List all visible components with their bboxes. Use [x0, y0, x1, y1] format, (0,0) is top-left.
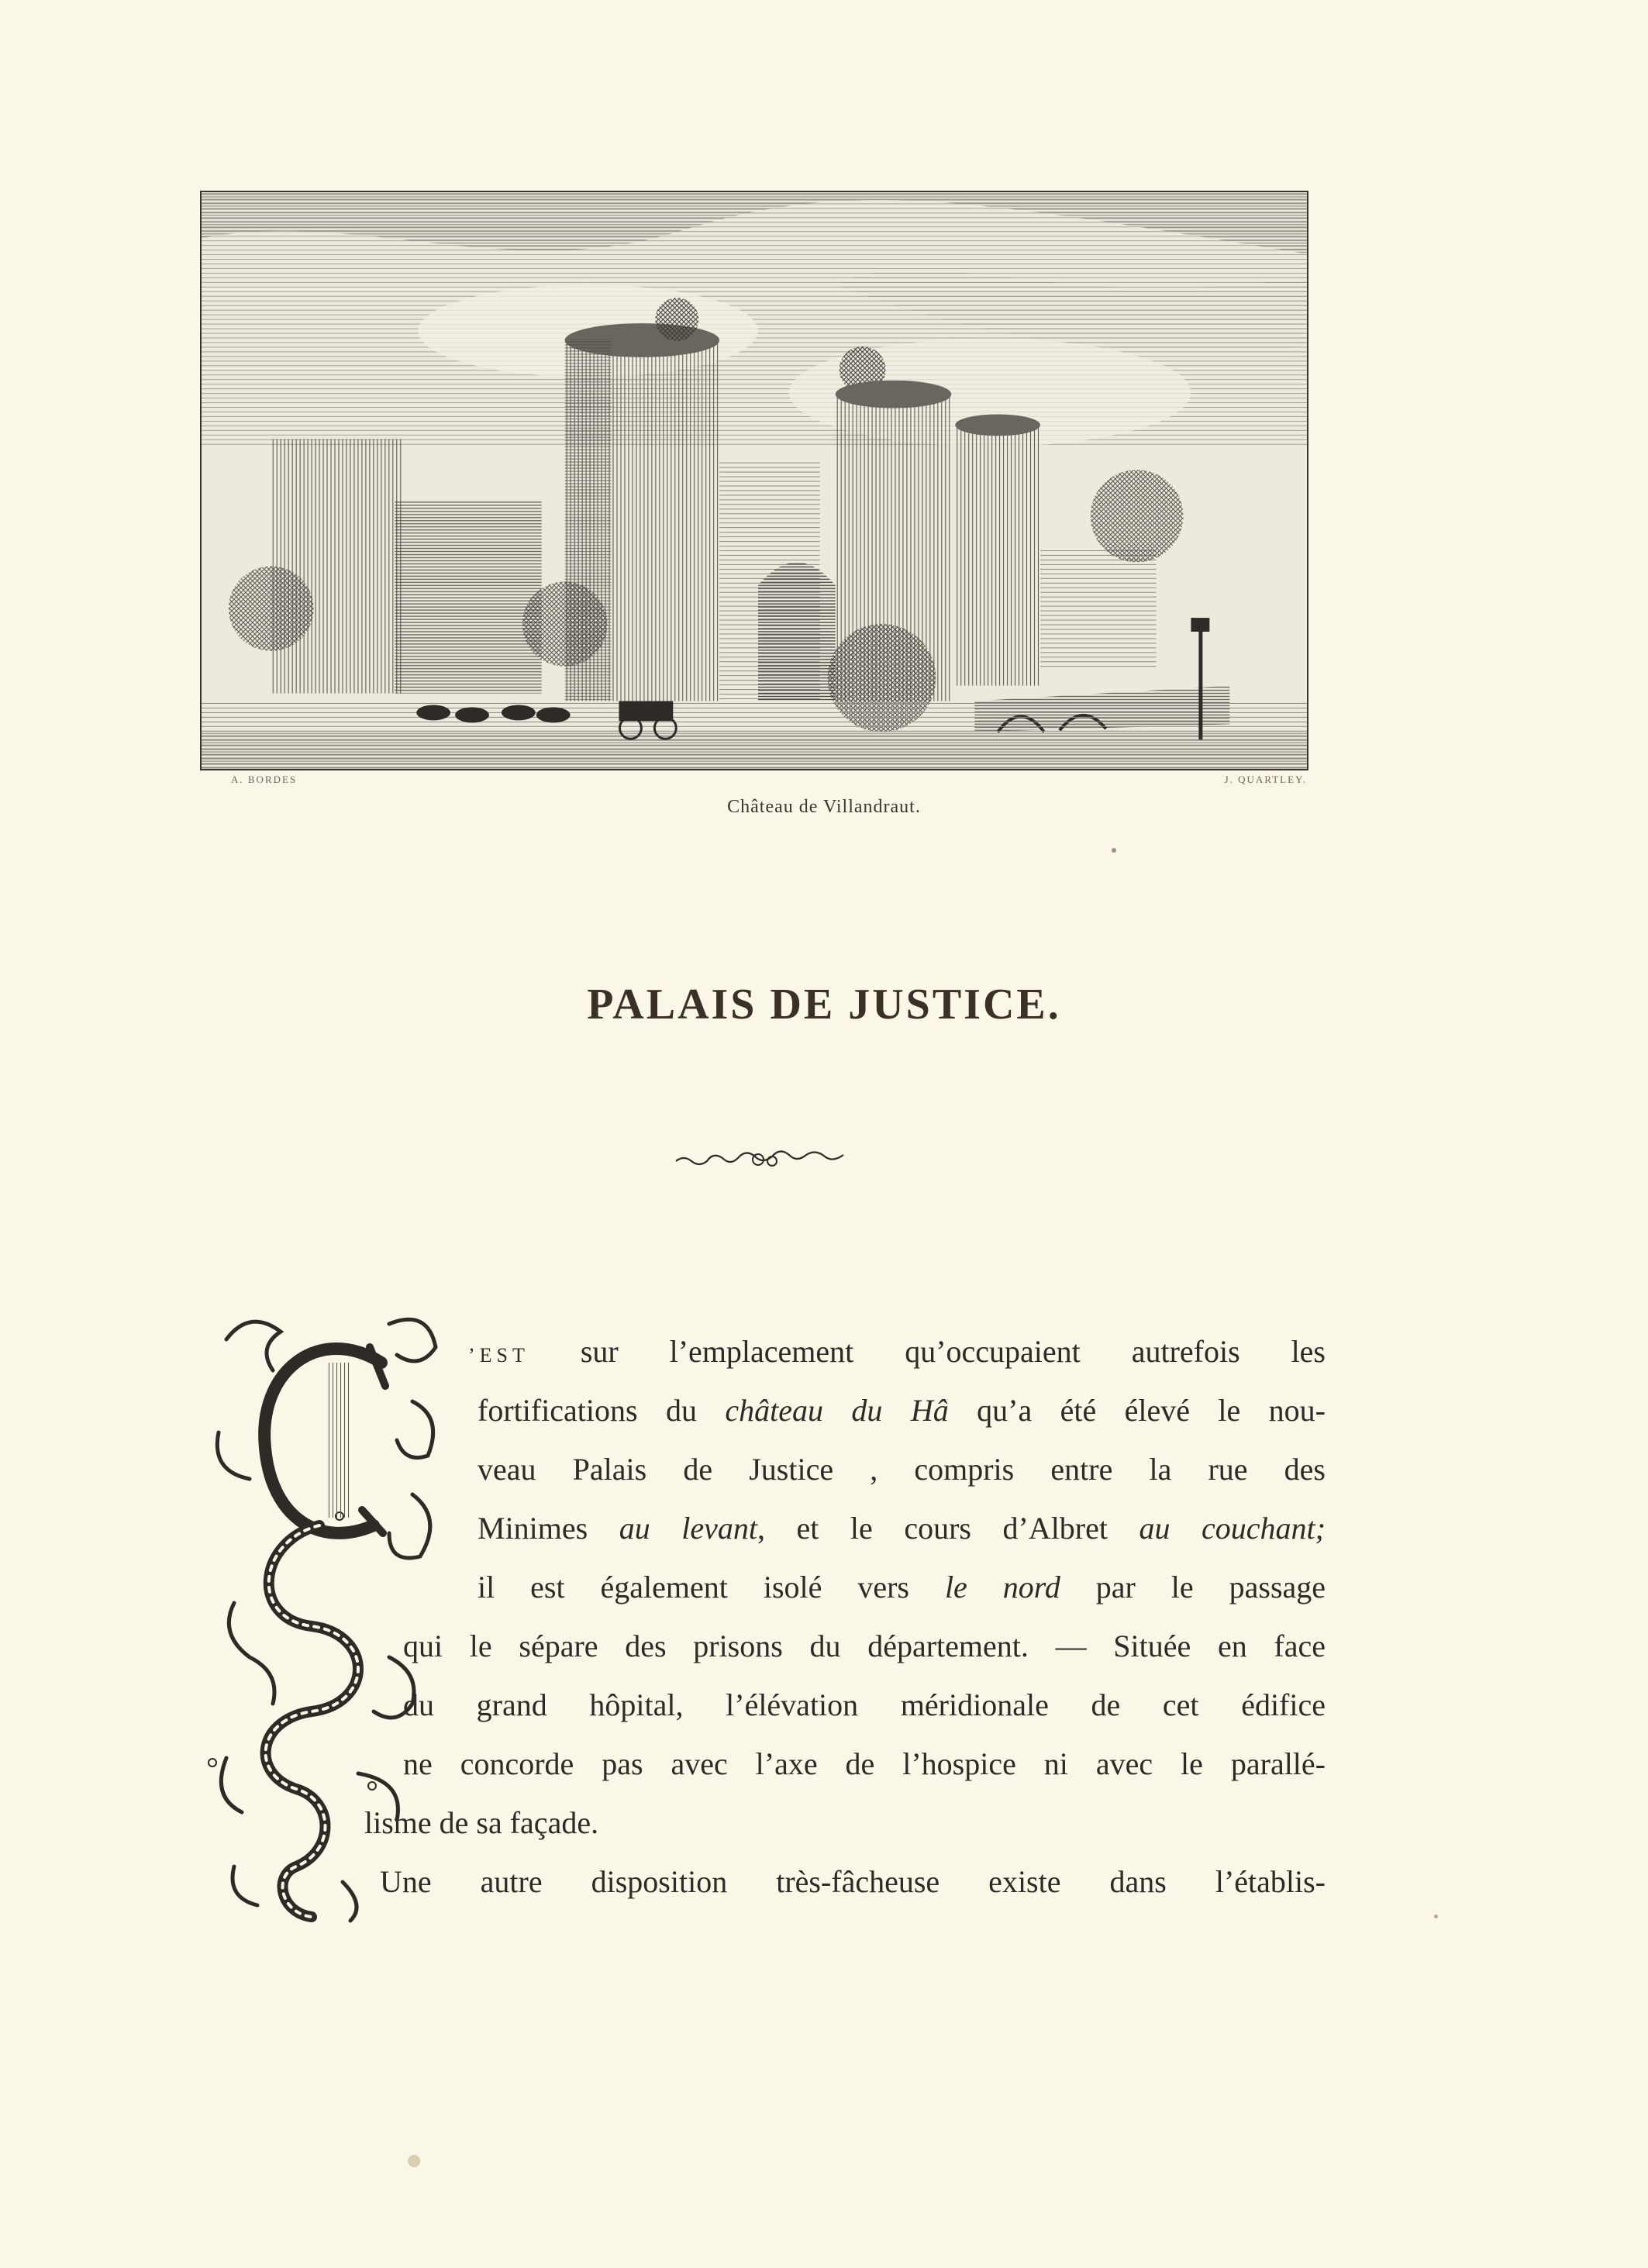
- body-line-2: [478, 1392, 1326, 1429]
- line9-text: lisme de sa façade.: [364, 1805, 599, 1840]
- line5-text-b: par le passage: [1060, 1570, 1326, 1604]
- body-line-9: [364, 1804, 598, 1842]
- castle-engraving-image: [202, 192, 1307, 769]
- scroll-flourish-icon: [673, 1146, 851, 1177]
- body-line-6: [403, 1628, 1326, 1665]
- engraving-chateau-de-villandraut: [200, 191, 1308, 770]
- body-line-5: [478, 1569, 1326, 1606]
- illustration-caption: Château de Villandraut.: [727, 797, 921, 817]
- line10-text: Une autre disposition très-fâcheuse existe dans l’établis-: [380, 1864, 1326, 1899]
- line4-text-a: Minimes: [478, 1511, 619, 1546]
- body-line-3: [478, 1451, 1326, 1488]
- line2-italic: château du Hâ: [725, 1393, 949, 1428]
- body-line-4: [478, 1510, 1326, 1547]
- paper-speck: [408, 2155, 420, 2167]
- chapter-heading: PALAIS DE JUSTICE.: [587, 981, 1061, 1029]
- body-line-1: [468, 1333, 1326, 1374]
- line4-italic-1: au levant: [619, 1511, 758, 1546]
- body-line-7: [403, 1687, 1326, 1724]
- line2-text-a: fortifications du: [478, 1393, 726, 1428]
- paper-speck: [1112, 848, 1116, 853]
- engraver-credit-left: A. BORDES: [231, 774, 298, 785]
- line5-italic: le nord: [944, 1570, 1060, 1604]
- line7-text: du grand hôpital, l’élévation méridionale de cet édifice: [403, 1687, 1326, 1722]
- line2-text-b: qu’a été élevé le nou-: [948, 1393, 1326, 1428]
- line5-text-a: il est également isolé vers: [478, 1570, 945, 1604]
- body-line-10: [380, 1863, 1326, 1901]
- line4-italic-2: au couchant;: [1139, 1511, 1326, 1546]
- line8-text: ne concorde pas avec l’axe de l’hospice ni avec le parallé-: [403, 1746, 1326, 1781]
- line4-text-b: , et le cours d’Albret: [757, 1511, 1139, 1546]
- body-line-8: [403, 1746, 1326, 1783]
- line3-text: veau Palais de Justice , compris entre la rue des: [478, 1452, 1326, 1487]
- line6-text: qui le sépare des prisons du département. — Située en face: [403, 1629, 1326, 1663]
- initial-word-smallcaps: ’EST: [468, 1344, 529, 1367]
- paper-speck: [1434, 1915, 1438, 1918]
- line1-text: sur l’emplacement qu’occupaient autrefois les: [529, 1334, 1326, 1369]
- engraver-credit-right: J. QUARTLEY.: [1224, 774, 1307, 785]
